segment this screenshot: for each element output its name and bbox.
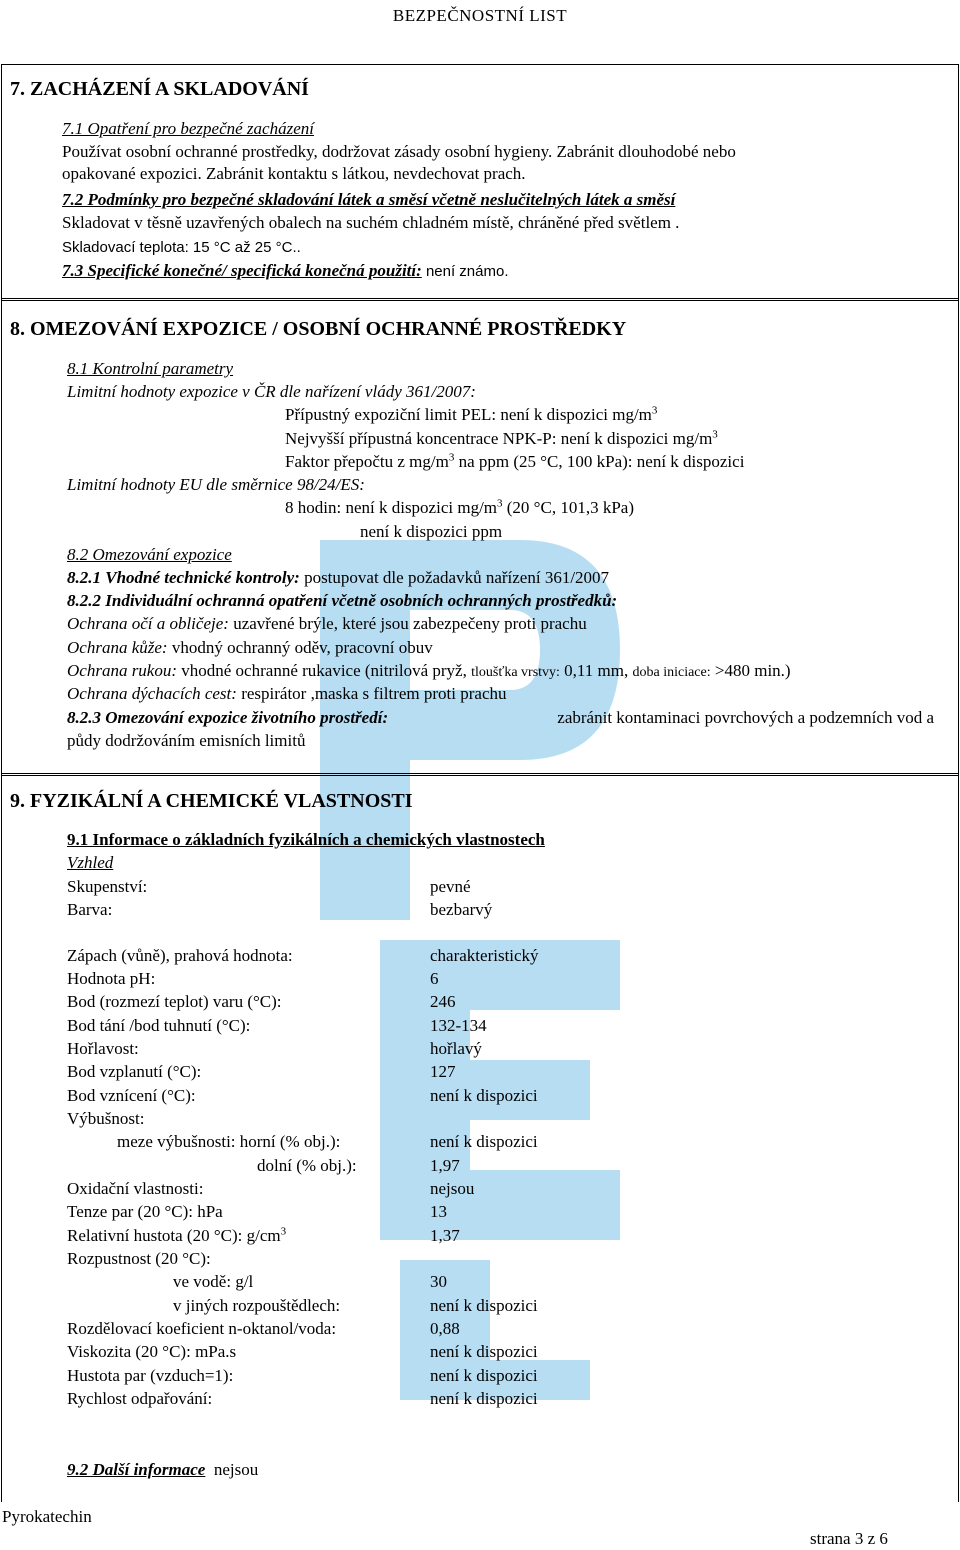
footer-product: Pyrokatechin (2, 1507, 92, 1526)
cr-limits-label: Limitní hodnoty expozice v ČR dle nařízení vlády 361/2007: (67, 382, 476, 401)
prop-label: meze výbušnosti: horní (% obj.): (117, 1132, 341, 1151)
eyes-text: uzavřené brýle, které jsou zabezpečeny proti prachu (228, 614, 587, 633)
prop-value: 132-134 (430, 1016, 487, 1035)
prop-label: Bod vzplanutí (°C): (67, 1062, 202, 1081)
eu-8h-text-b: (20 °C, 101,3 kPa) (502, 498, 634, 517)
s73-line (62, 259, 509, 283)
prop-value: nejsou (430, 1179, 475, 1198)
density-sup: 3 (280, 1225, 287, 1238)
npk-sup: 3 (712, 428, 718, 441)
prop-label: Barva: (67, 900, 113, 919)
s92-value: nejsou (213, 1460, 259, 1479)
prop-label: Hustota par (vzduch=1): (67, 1366, 234, 1385)
s823-text2: půdy dodržováním emisních limitů (67, 731, 306, 750)
prop-value: není k dispozici (430, 1086, 538, 1105)
factor-text-a: Faktor přepočtu z mg/m (285, 452, 449, 471)
section-8-heading: 8. OMEZOVÁNÍ EXPOZICE / OSOBNÍ OCHRANNÉ PROSTŘEDKY (10, 318, 627, 340)
factor-sup: 3 (448, 451, 455, 464)
prop-label: ve vodě: g/l (173, 1272, 254, 1291)
prop-value: 127 (430, 1062, 456, 1081)
hands-text1: vhodné ochranné rukavice (nitrilová pryž, (177, 661, 472, 680)
prop-label: Zápach (vůně), prahová hodnota: (67, 946, 293, 965)
prop-label: Hodnota pH: (67, 969, 156, 988)
eu-8h-text-a: 8 hodin: není k dispozici mg/m (285, 498, 498, 517)
footer-page: strana 3 z 6 (810, 1529, 888, 1548)
prop-label: Bod (rozmezí teplot) varu (°C): (67, 992, 282, 1011)
resp-line (67, 682, 507, 705)
s821-text: postupovat dle požadavků nařízení 361/2007 (299, 568, 610, 587)
eu-8h-line (285, 496, 634, 519)
npk-text: Nejvyšší přípustná koncentrace NPK-P: není k dispozici mg/m (285, 429, 713, 448)
section-9-heading: 9. FYZIKÁLNÍ A CHEMICKÉ VLASTNOSTI (10, 790, 413, 812)
prop-value: bezbarvý (430, 900, 493, 919)
hands-text4: doba iniciace: (632, 665, 711, 680)
prop-label: Hořlavost: (67, 1039, 139, 1058)
hands-line (67, 659, 791, 684)
s81-title: 8.1 Kontrolní parametry (67, 359, 234, 378)
prop-label: Rozpustnost (20 °C): (67, 1249, 211, 1268)
s71-title: 7.1 Opatření pro bezpečné zacházení (62, 119, 314, 138)
prop-value: 0,88 (430, 1319, 460, 1338)
s71-text1: Používat osobní ochranné prostředky, dodržovat zásady osobní hygieny. Zabránit dlouhodobé nebo (62, 142, 736, 161)
s823-text1: zabránit kontaminaci povrchových a podzemních vod a (557, 708, 934, 727)
hands-label: Ochrana rukou: (67, 661, 178, 680)
prop-value: není k dispozici (430, 1296, 538, 1315)
prop-label: Výbušnost: (67, 1109, 145, 1128)
prop-label: Tenze par (20 °C): hPa (67, 1202, 223, 1221)
s92-title: 9.2 Další informace (67, 1460, 206, 1479)
s821-line (67, 566, 609, 589)
resp-label: Ochrana dýchacích cest: (67, 684, 237, 703)
s73-value: není známo. (421, 263, 509, 280)
prop-value: není k dispozici (430, 1132, 538, 1151)
prop-label: Relativní hustota (20 °C): g/cm (67, 1226, 281, 1245)
prop-label: v jiných rozpouštědlech: (173, 1296, 341, 1315)
prop-value: 1,37 (430, 1226, 460, 1245)
s822-title: 8.2.2 Individuální ochranná opatření včetně osobních ochranných prostředků: (67, 591, 618, 610)
skin-text: vhodný ochranný oděv, pracovní obuv (167, 638, 433, 657)
eyes-line (67, 612, 587, 635)
s72-text2: Skladovací teplota: 15 °C až 25 °C.. (62, 239, 301, 256)
density-label-line (67, 1224, 286, 1247)
s92-line (67, 1458, 258, 1481)
prop-value: 30 (430, 1272, 447, 1291)
prop-value: není k dispozici (430, 1342, 538, 1361)
skin-line (67, 636, 433, 659)
factor-text-b: na ppm (25 °C, 100 kPa): není k dispozici (454, 452, 745, 471)
hands-text2: tloušťka vrstvy: (471, 665, 560, 680)
document-header: BEZPEČNOSTNÍ LIST (392, 6, 568, 25)
pel-line (285, 403, 657, 426)
s91-title: 9.1 Informace o základních fyzikálních a chemických vlastnostech (67, 830, 545, 849)
prop-value: není k dispozici (430, 1389, 538, 1408)
s823-title: 8.2.3 Omezování expozice životního prostředí: (67, 708, 389, 727)
prop-value: pevné (430, 877, 471, 896)
factor-line (285, 450, 744, 473)
prop-label: Bod tání /bod tuhnutí (°C): (67, 1016, 251, 1035)
prop-label: Skupenství: (67, 877, 148, 896)
prop-value: 6 (430, 969, 439, 988)
prop-value: není k dispozici (430, 1366, 538, 1385)
eu-ppm-line: není k dispozici ppm (360, 522, 503, 541)
pel-sup: 3 (651, 404, 658, 417)
s73-title: 7.3 Specifické konečné/ specifická konečná použití: (62, 261, 422, 280)
appearance-label: Vzhled (67, 853, 114, 872)
s72-text1: Skladovat v těsně uzavřených obalech na suchém chladném místě, chráněné před světlem . (62, 213, 680, 232)
eu-limits-label: Limitní hodnoty EU dle směrnice 98/24/ES: (67, 475, 365, 494)
eyes-label: Ochrana očí a obličeje: (67, 614, 229, 633)
pel-text: Přípustný expoziční limit PEL: není k dispozici mg/m (285, 405, 652, 424)
prop-label: dolní (% obj.): (257, 1156, 357, 1175)
prop-value: hořlavý (430, 1039, 482, 1058)
s823-line (67, 706, 934, 729)
resp-text: respirátor ,maska s filtrem proti prachu (236, 684, 507, 703)
prop-label: Rychlost odpařování: (67, 1389, 213, 1408)
prop-value: 13 (430, 1202, 447, 1221)
s71-text2: opakované expozici. Zabránit kontaktu s látkou, nevdechovat prach. (62, 164, 526, 183)
section-7-heading: 7. ZACHÁZENÍ A SKLADOVÁNÍ (10, 78, 309, 100)
prop-value: charakteristický (430, 946, 539, 965)
s82-title: 8.2 Omezování expozice (67, 545, 232, 564)
prop-value: 1,97 (430, 1156, 460, 1175)
eu-8h-sup: 3 (497, 497, 503, 510)
hands-text3: 0,11 mm, (559, 661, 633, 680)
prop-label: Viskozita (20 °C): mPa.s (67, 1342, 237, 1361)
hands-text5: >480 min.) (710, 661, 791, 680)
prop-label: Bod vznícení (°C): (67, 1086, 196, 1105)
npk-line (285, 427, 718, 450)
prop-label: Oxidační vlastnosti: (67, 1179, 204, 1198)
prop-value: 246 (430, 992, 456, 1011)
s821-title: 8.2.1 Vhodné technické kontroly: (67, 568, 300, 587)
skin-label: Ochrana kůže: (67, 638, 168, 657)
prop-label: Rozdělovací koeficient n-oktanol/voda: (67, 1319, 337, 1338)
s72-title: 7.2 Podmínky pro bezpečné skladování látek a směsí včetně neslučitelných látek a směsí (62, 190, 676, 209)
